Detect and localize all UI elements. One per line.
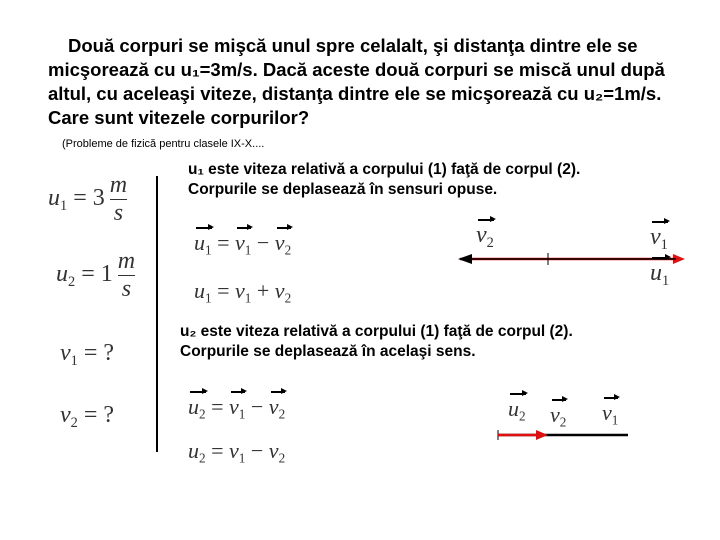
unit-fraction: $\frac{m}{s}$ [109, 172, 128, 226]
column-divider [156, 176, 158, 452]
v2-arrowhead [458, 254, 472, 264]
case1-label-v1: $v_1$ [650, 224, 668, 254]
given-u2: $u_2 = 1$ $\frac{m}{s}$ [56, 248, 136, 302]
unit-fraction: $\frac{m}{s}$ [117, 248, 136, 302]
case1-description: u₁ este viteza relativă a corpului (1) faţă de corpul (2). Corpurile se deplasează în sensuri opuse. [188, 161, 581, 198]
case1-label-v2: $v_2$ [476, 222, 494, 252]
given-v1: $v_1$ = ? [60, 340, 115, 370]
u2-arrowhead [536, 430, 548, 440]
case2-label-v1: $v_1$ [602, 400, 619, 428]
case1-vector-equation: $u_1 = v_1 - v_2$ [194, 230, 292, 258]
case2-label-u2: $u_2$ [508, 396, 526, 424]
given-u1: $u_1 = 3$ $\frac{m}{s}$ [48, 172, 128, 226]
case1-scalar-equation: $u_1 = v_1 + v_2$ [194, 278, 292, 306]
case2-vector-equation: $u_2 = v_1 - v_2$ [188, 394, 286, 422]
case2-scalar-equation: $u_2 = v_1 - v_2$ [188, 438, 286, 466]
problem-statement: Două corpuri se mişcă unul spre celalalt, şi distanţa dintre ele se micşorează cu u₁=3m/s. Dacă aceste două corpuri se miscă unul după altul, cu aceleaşi viteze, distanţa dintre ele se micşorează cu u₂=1m/s. Care sunt vitezele corpurilor? [48, 35, 665, 128]
given-v2: $v_2$ = ? [60, 402, 115, 432]
case2-label-v2: $v_2$ [550, 402, 567, 430]
source-note: (Probleme de fizică pentru clasele IX-X.... [62, 138, 265, 150]
case1-label-u1: $u_1$ [650, 260, 670, 290]
case2-description: u₂ este viteza relativă a corpului (1) faţă de corpul (2). Corpurile se deplasează în acelaşi sens. [180, 323, 573, 360]
